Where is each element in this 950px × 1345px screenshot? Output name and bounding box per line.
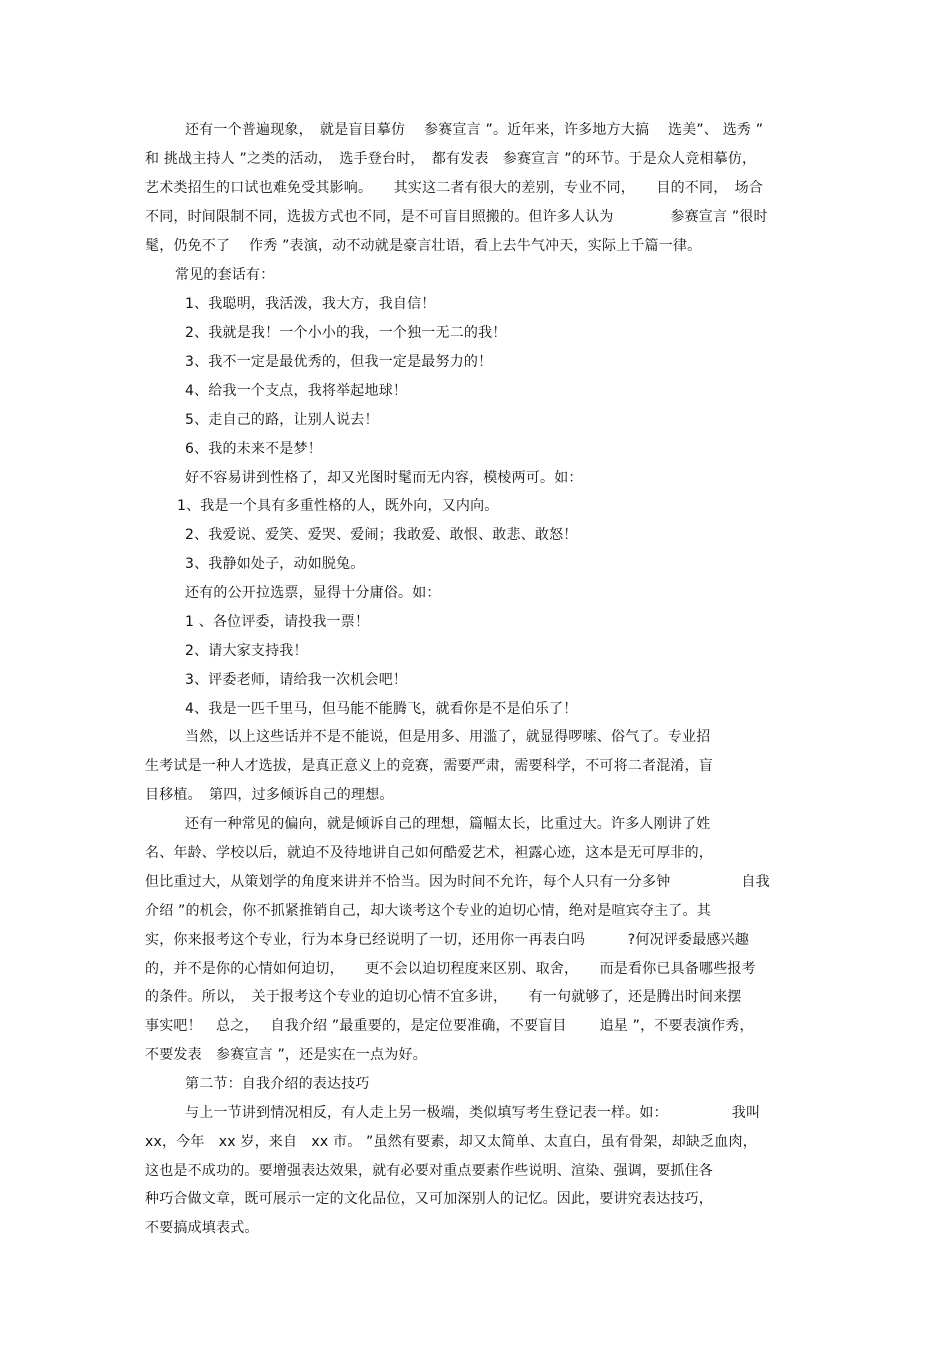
list-item: 1、我是一个具有多重性格的人，既外向，又内向。 [177, 498, 499, 514]
paragraph-line: 和 挑战主持人 ”之类的活动， 选手登台时， 都有发表 参赛宣言 ”的环节。于是众人竞相摹仿， [145, 151, 757, 167]
section-heading: 第二节：自我介绍的表达技巧 [185, 1076, 370, 1092]
paragraph-line: 髦，仍免不了 作秀 ”表演，动不动就是豪言壮语，看上去牛气冲天，实际上千篇一律。 [145, 238, 702, 254]
paragraph-line: 还有一种常见的偏向，就是倾诉自己的理想，篇幅太长，比重过大。许多人刚讲了姓 [185, 816, 711, 832]
paragraph-line: 实，你来报考这个专业，行为本身已经说明了一切，还用你一再表白吗 ?何况评委最感兴趣 [145, 932, 750, 948]
paragraph-line: xx，今年 xx 岁，来自 xx 市。 ”虽然有要素，却又太简单、太直白，虽有骨架，却缺乏血肉， [145, 1134, 757, 1150]
paragraph-line: 当然，以上这些话并不是不能说，但是用多、用滥了，就显得啰嗦、俗气了。专业招 [185, 729, 711, 745]
list-item: 6、我的未来不是梦！ [185, 441, 322, 457]
paragraph-line: 还有的公开拉选票，显得十分庸俗。如： [185, 585, 441, 601]
paragraph-line: 的，并不是你的心情如何迫切， 更不会以迫切程度来区别、取舍， 而是看你已具备哪些报考 [145, 961, 756, 977]
list-item: 1、我聪明，我活泼，我大方，我自信！ [185, 296, 436, 312]
list-item: 1 、各位评委，请投我一票！ [185, 614, 370, 630]
paragraph-line: 名、年龄、学校以后，就迫不及待地讲自己如何酷爱艺术，袒露心迹，这本是无可厚非的， [145, 845, 713, 861]
list-item: 3、我静如处子，动如脱兔。 [185, 556, 365, 572]
paragraph-line: 种巧合做文章，既可展示一定的文化品位，又可加深别人的记忆。因此，要讲究表达技巧， [145, 1191, 713, 1207]
list-item: 3、评委老师，请给我一次机会吧！ [185, 672, 408, 688]
list-item: 2、我就是我！一个小小的我，一个独一无二的我！ [185, 325, 507, 341]
paragraph-line: 不要搞成填表式。 [145, 1220, 259, 1236]
list-item: 3、我不一定是最优秀的，但我一定是最努力的！ [185, 354, 493, 370]
list-item: 2、我爱说、爱笑、爱哭、爱闹；我敢爱、敢恨、敢悲、敢怒！ [185, 527, 578, 543]
paragraph-line: 这也是不成功的。要增强表达效果，就有必要对重点要素作些说明、渲染、强调，要抓住各 [145, 1163, 713, 1179]
paragraph-line: 不同，时间限制不同，选拔方式也不同，是不可盲目照搬的。但许多人认为 参赛宣言 ”很时 [145, 209, 768, 225]
list-item: 5、走自己的路，让别人说去！ [185, 412, 379, 428]
paragraph-line: 与上一节讲到情况相反，有人走上另一极端，类似填写考生登记表一样。如： 我叫 [185, 1105, 761, 1121]
list-item: 2、请大家支持我！ [185, 643, 308, 659]
list-heading: 常见的套话有： [175, 267, 275, 283]
paragraph-line: 艺术类招生的口试也难免受其影响。 其实这二者有很大的差别，专业不同， 目的不同， 场合 [145, 180, 763, 196]
paragraph-line: 但比重过大，从策划学的角度来讲并不恰当。因为时间不允许，每个人只有一分多钟 自我 [145, 874, 770, 890]
paragraph-line: 的条件。所以， 关于报考这个专业的迫切心情不宜多讲， 有一句就够了，还是腾出时间来摆 [145, 989, 742, 1005]
paragraph-line: 事实吧！ 总之， 自我介绍 ”最重要的，是定位要准确，不要盲目 追星 ”，不要表演作秀， [145, 1018, 754, 1034]
paragraph-line: 好不容易讲到性格了，却又光图时髦而无内容，模棱两可。如： [185, 470, 583, 486]
paragraph-line: 还有一个普遍现象， 就是盲目摹仿 参赛宣言 ”。近年来，许多地方大搞 选美”、 选秀 ” [185, 122, 764, 138]
paragraph-line: 生考试是一种人才选拔，是真正意义上的竞赛，需要严肃，需要科学，不可将二者混淆，盲 [145, 758, 713, 774]
paragraph-line: 目移植。 第四，过多倾诉自己的理想。 [145, 787, 394, 803]
paragraph-line: 不要发表 参赛宣言 ”，还是实在一点为好。 [145, 1047, 427, 1063]
list-item: 4、我是一匹千里马，但马能不能腾飞，就看你是不是伯乐了！ [185, 701, 578, 717]
paragraph-line: 介绍 ”的机会，你不抓紧推销自己，却大谈考这个专业的迫切心情，绝对是喧宾夺主了。其 [145, 903, 711, 919]
list-item: 4、给我一个支点，我将举起地球！ [185, 383, 408, 399]
